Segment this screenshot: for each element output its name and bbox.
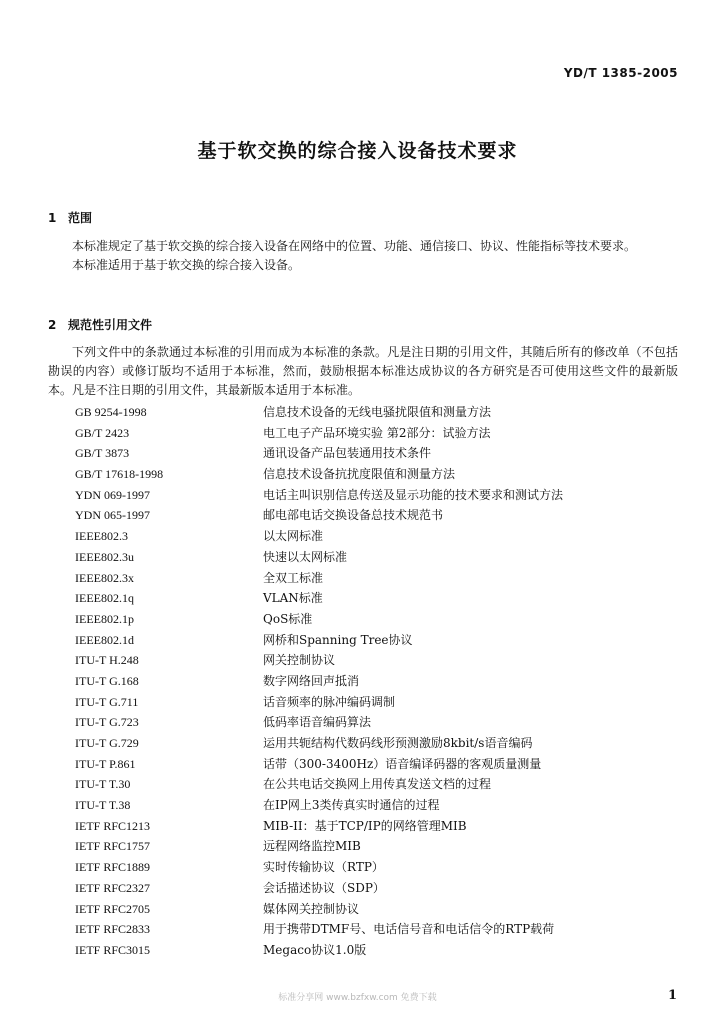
reference-title: 用于携带DTMF号、电话信号音和电话信令的RTP载荷 [263,922,555,937]
reference-title: 话音频率的脉冲编码调制 [263,694,396,709]
reference-code: ITU-T G.729 [75,736,139,750]
reference-code: GB 9254-1998 [75,405,147,419]
reference-row [75,692,685,713]
reference-code: IETF RFC2833 [75,922,151,937]
reference-title: 通讯设备产品包装通用技术条件 [263,446,432,461]
reference-code: YDN 069-1997 [75,487,150,502]
reference-code: IEEE802.3u [75,549,134,564]
paragraph: 本标准规定了基于软交换的综合接入设备在网络中的位置、功能、通信接口、协议、性能指标等技术要求。 [72,239,637,253]
reference-row [75,609,685,630]
section-2-heading [48,316,152,333]
reference-title: 全双工标准 [263,570,324,585]
reference-code: IEEE802.1d [75,632,134,647]
reference-code: IETF RFC1757 [75,839,151,854]
section-1-body [48,237,678,275]
reference-code: IEEE802.1q [75,591,134,606]
reference-row [75,836,685,857]
reference-title: 会话描述协议（SDP） [263,880,385,895]
reference-code: GB/T 17618-1998 [75,467,164,482]
reference-title: 在IP网上3类传真实时通信的过程 [263,798,440,813]
reference-title: QoS标准 [263,611,313,626]
reference-row [75,754,685,775]
reference-row [75,423,685,444]
reference-row [75,733,685,754]
reference-row [75,899,685,920]
reference-list [75,402,685,961]
reference-title: 网桥和Spanning Tree协议 [263,632,413,647]
reference-row [75,774,685,795]
reference-code: IEEE802.3x [75,570,134,585]
footer-watermark: 标准分享网 www.bzfxw.com 免费下载 [278,993,437,1003]
standard-code: YD/T 1385-2005 [563,66,678,80]
reference-row [75,857,685,878]
reference-code: IEEE802.3 [75,529,128,544]
section-title: 范围 [68,211,93,225]
reference-code: IETF RFC2327 [75,880,151,895]
reference-code: GB/T 2423 [75,425,130,440]
reference-title: 信息技术设备抗扰度限值和测量方法 [263,467,456,482]
reference-title: 网关控制协议 [263,653,336,668]
reference-row [75,712,685,733]
reference-row [75,940,685,961]
reference-row [75,443,685,464]
reference-title: 邮电部电话交换设备总技术规范书 [263,508,444,523]
reference-code: ITU-T P.861 [75,756,136,771]
reference-title: 信息技术设备的无线电骚扰限值和测量方法 [263,405,492,419]
section-title: 规范性引用文件 [68,318,153,332]
reference-title: 远程网络监控MIB [263,839,361,854]
page-number: 1 [667,988,677,1003]
reference-title: 在公共电话交换网上用传真发送文档的过程 [263,777,492,792]
reference-title: 电工电子产品环境实验 第2部分：试验方法 [263,425,491,440]
reference-code: GB/T 3873 [75,446,130,461]
reference-code: IEEE802.1p [75,611,134,626]
paragraph: 本标准适用于基于软交换的综合接入设备。 [72,258,301,272]
reference-title: VLAN标准 [263,591,323,606]
reference-row [75,630,685,651]
reference-code: ITU-T H.248 [75,653,139,668]
reference-title: 快速以太网标准 [263,549,348,564]
reference-row [75,505,685,526]
reference-code: YDN 065-1997 [75,508,150,523]
reference-title: MIB-II：基于TCP/IP的网络管理MIB [263,818,467,833]
reference-row [75,547,685,568]
reference-row [75,671,685,692]
reference-row [75,568,685,589]
reference-title: 运用共轭结构代数码线形预测激励8kbit/s语音编码 [263,736,533,750]
section-number: 2 [48,318,57,332]
reference-row [75,795,685,816]
reference-title: Megaco协议1.0版 [263,942,367,957]
reference-title: 话带（300-3400Hz）语音编译码器的客观质量测量 [263,756,542,771]
reference-code: ITU-T T.30 [75,777,131,792]
document-title: 基于软交换的综合接入设备技术要求 [197,140,518,162]
reference-title: 媒体网关控制协议 [263,901,360,916]
reference-row [75,816,685,837]
reference-row [75,878,685,899]
reference-code: ITU-T G.168 [75,673,139,688]
section-2-intro [48,343,678,400]
reference-title: 以太网标准 [263,529,324,544]
reference-row [75,464,685,485]
reference-title: 数字网络回声抵消 [263,673,360,688]
reference-code: IETF RFC1213 [75,818,151,833]
section-number: 1 [48,211,57,225]
reference-code: IETF RFC1889 [75,860,151,875]
section-1-heading [48,209,92,226]
reference-row [75,650,685,671]
reference-title: 低码率语音编码算法 [263,715,372,730]
reference-row [75,485,685,506]
reference-title: 电话主叫识别信息传送及显示功能的技术要求和测试方法 [263,487,564,502]
reference-code: ITU-T T.38 [75,798,131,813]
reference-code: ITU-T G.711 [75,694,139,709]
reference-code: ITU-T G.723 [75,715,139,730]
reference-code: IETF RFC3015 [75,942,151,957]
paragraph: 下列文件中的条款通过本标准的引用而成为本标准的条款。凡是注日期的引用文件，其随后所有的修改单（不包括勘误的内容）或修订版均不适用于本标准，然而，鼓励根据本标准达成协议的各方研究是否可使用这些文件的最新版本。凡是不注日期的引用文件，其最新版本适用于本标准。 [48,345,678,397]
reference-row [75,402,685,423]
reference-row [75,919,685,940]
reference-title: 实时传输协议（RTP） [263,860,384,875]
reference-row [75,588,685,609]
reference-row [75,526,685,547]
reference-code: IETF RFC2705 [75,901,151,916]
